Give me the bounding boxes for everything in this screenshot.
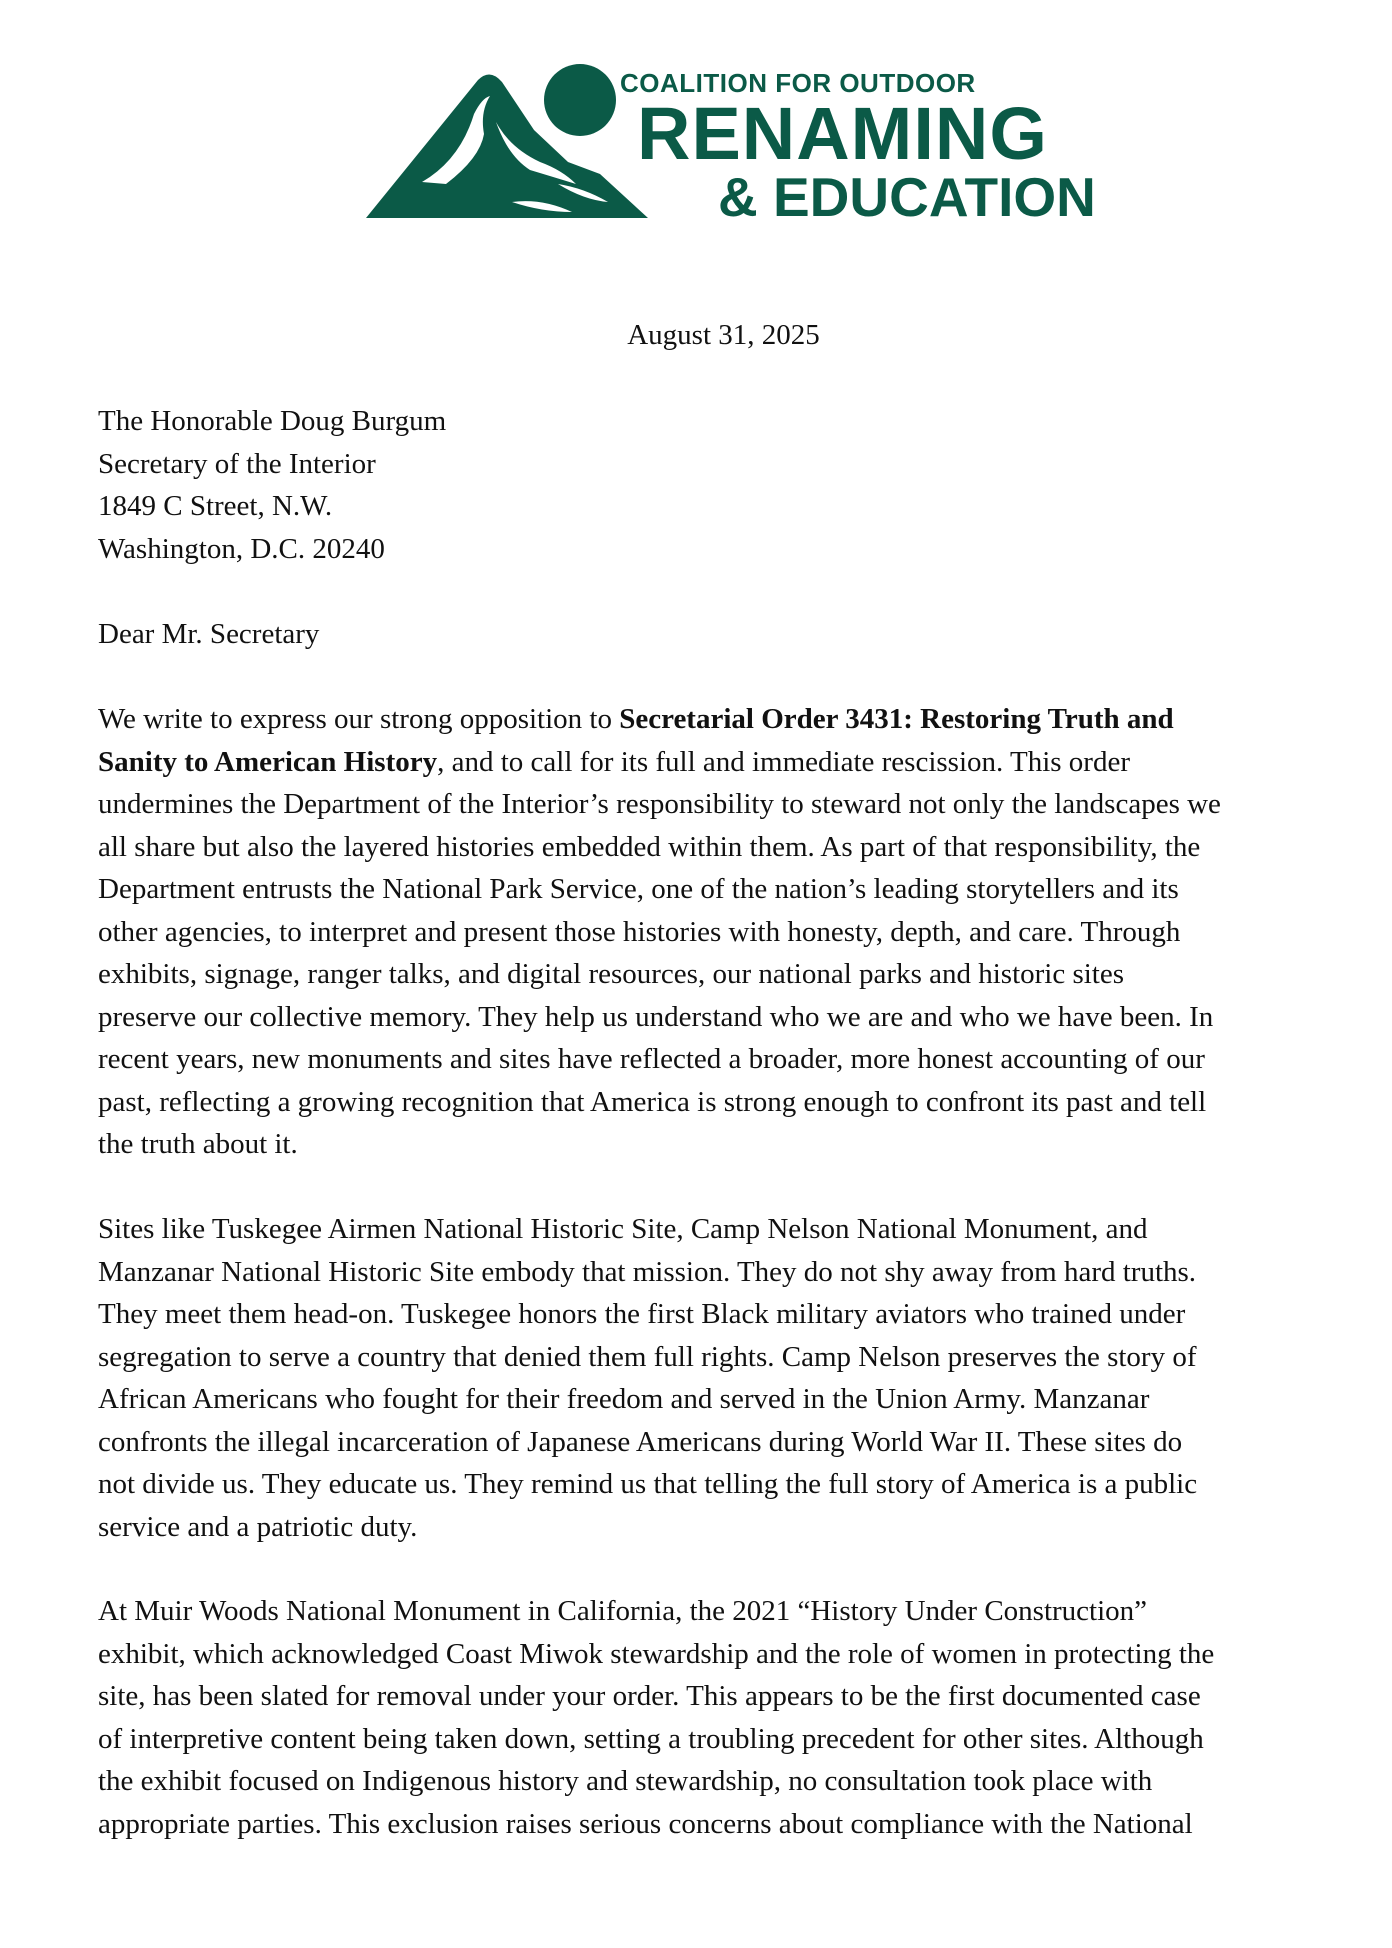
address-line: Washington, D.C. 20240 bbox=[98, 532, 385, 565]
paragraph-line: all share but also the layered histories embedded within them. As part of that responsibility, the bbox=[98, 830, 1201, 863]
address-line: 1849 C Street, N.W. bbox=[98, 490, 333, 522]
logo-line-2: RENAMING bbox=[637, 92, 1048, 175]
paragraph-line: past, reflecting a growing recognition that America is strong enough to confront its past and tell bbox=[98, 1085, 1207, 1118]
intro-text: We write to express our strong opposition to bbox=[98, 703, 620, 735]
paragraph-text: , and to call for its full and immediate rescission. This order bbox=[437, 745, 1130, 778]
order-title-bold: Secretarial Order 3431: Restoring Truth and bbox=[619, 703, 1174, 735]
paragraph-line: segregation to serve a country that denied them full rights. Camp Nelson preserves the story of bbox=[98, 1340, 1197, 1373]
logo-line-3: & EDUCATION bbox=[718, 166, 1096, 228]
address-line: Secretary of the Interior bbox=[98, 447, 376, 480]
paragraph-line: At Muir Woods National Monument in California, the 2021 “History Under Construction” bbox=[98, 1595, 1148, 1627]
paragraph-line: Sites like Tuskegee Airmen National Historic Site, Camp Nelson National Monument, and bbox=[98, 1213, 1148, 1245]
letter-date: August 31, 2025 bbox=[627, 319, 820, 351]
paragraph-line: They meet them head-on. Tuskegee honors the first Black military aviators who trained under bbox=[98, 1298, 1186, 1330]
paragraph-line: exhibit, which acknowledged Coast Miwok stewardship and the role of women in protecting the bbox=[98, 1637, 1215, 1670]
paragraph-line: preserve our collective memory. They help us understand who we are and who we have been. In bbox=[98, 1000, 1214, 1033]
paragraph-line: Manzanar National Historic Site embody that mission. They do not shy away from hard truths. bbox=[98, 1255, 1197, 1288]
paragraph-line: not divide us. They educate us. They remind us that telling the full story of America is a public bbox=[98, 1468, 1198, 1500]
paragraph-line: other agencies, to interpret and present those histories with honesty, depth, and care. Through bbox=[98, 915, 1181, 948]
paragraph-line bbox=[98, 698, 1358, 741]
paragraph-line: confronts the illegal incarceration of Japanese Americans during World War II. These sites do bbox=[98, 1425, 1183, 1458]
paragraph-line: exhibits, signage, ranger talks, and digital resources, our national parks and historic sites bbox=[98, 958, 1125, 990]
paragraph-line: the truth about it. bbox=[98, 1128, 298, 1160]
paragraph-line: appropriate parties. This exclusion raises serious concerns about compliance with the National bbox=[98, 1807, 1193, 1840]
paragraph-3 bbox=[98, 1590, 1358, 1845]
paragraph-1 bbox=[98, 698, 1358, 1166]
recipient-address bbox=[98, 400, 1358, 570]
paragraph-line: African Americans who fought for their freedom and served in the Union Army. Manzanar bbox=[98, 1383, 1150, 1415]
order-title-bold: Sanity to American History bbox=[98, 745, 438, 778]
paragraph-line: site, has been slated for removal under your order. This appears to be the first documented case bbox=[98, 1680, 1201, 1712]
logo-line-1: COALITION FOR OUTDOOR bbox=[620, 68, 976, 98]
paragraph-line bbox=[98, 741, 1358, 784]
coalition-logo bbox=[362, 52, 1096, 228]
paragraph-line: Department entrusts the National Park Service, one of the nation’s leading storytellers and its bbox=[98, 873, 1179, 905]
paragraph-line: service and a patriotic duty. bbox=[98, 1510, 418, 1543]
paragraph-line: of interpretive content being taken down, setting a troubling precedent for other sites. Although bbox=[98, 1722, 1204, 1755]
paragraph-line: the exhibit focused on Indigenous history and stewardship, no consultation took place with bbox=[98, 1765, 1153, 1797]
paragraph-line: recent years, new monuments and sites have reflected a broader, more honest accounting of our bbox=[98, 1043, 1205, 1075]
paragraph-line: undermines the Department of the Interior’s responsibility to steward not only the landscapes we bbox=[98, 788, 1221, 820]
address-line: The Honorable Doug Burgum bbox=[98, 405, 447, 437]
salutation: Dear Mr. Secretary bbox=[98, 618, 320, 650]
paragraph-2 bbox=[98, 1208, 1358, 1548]
